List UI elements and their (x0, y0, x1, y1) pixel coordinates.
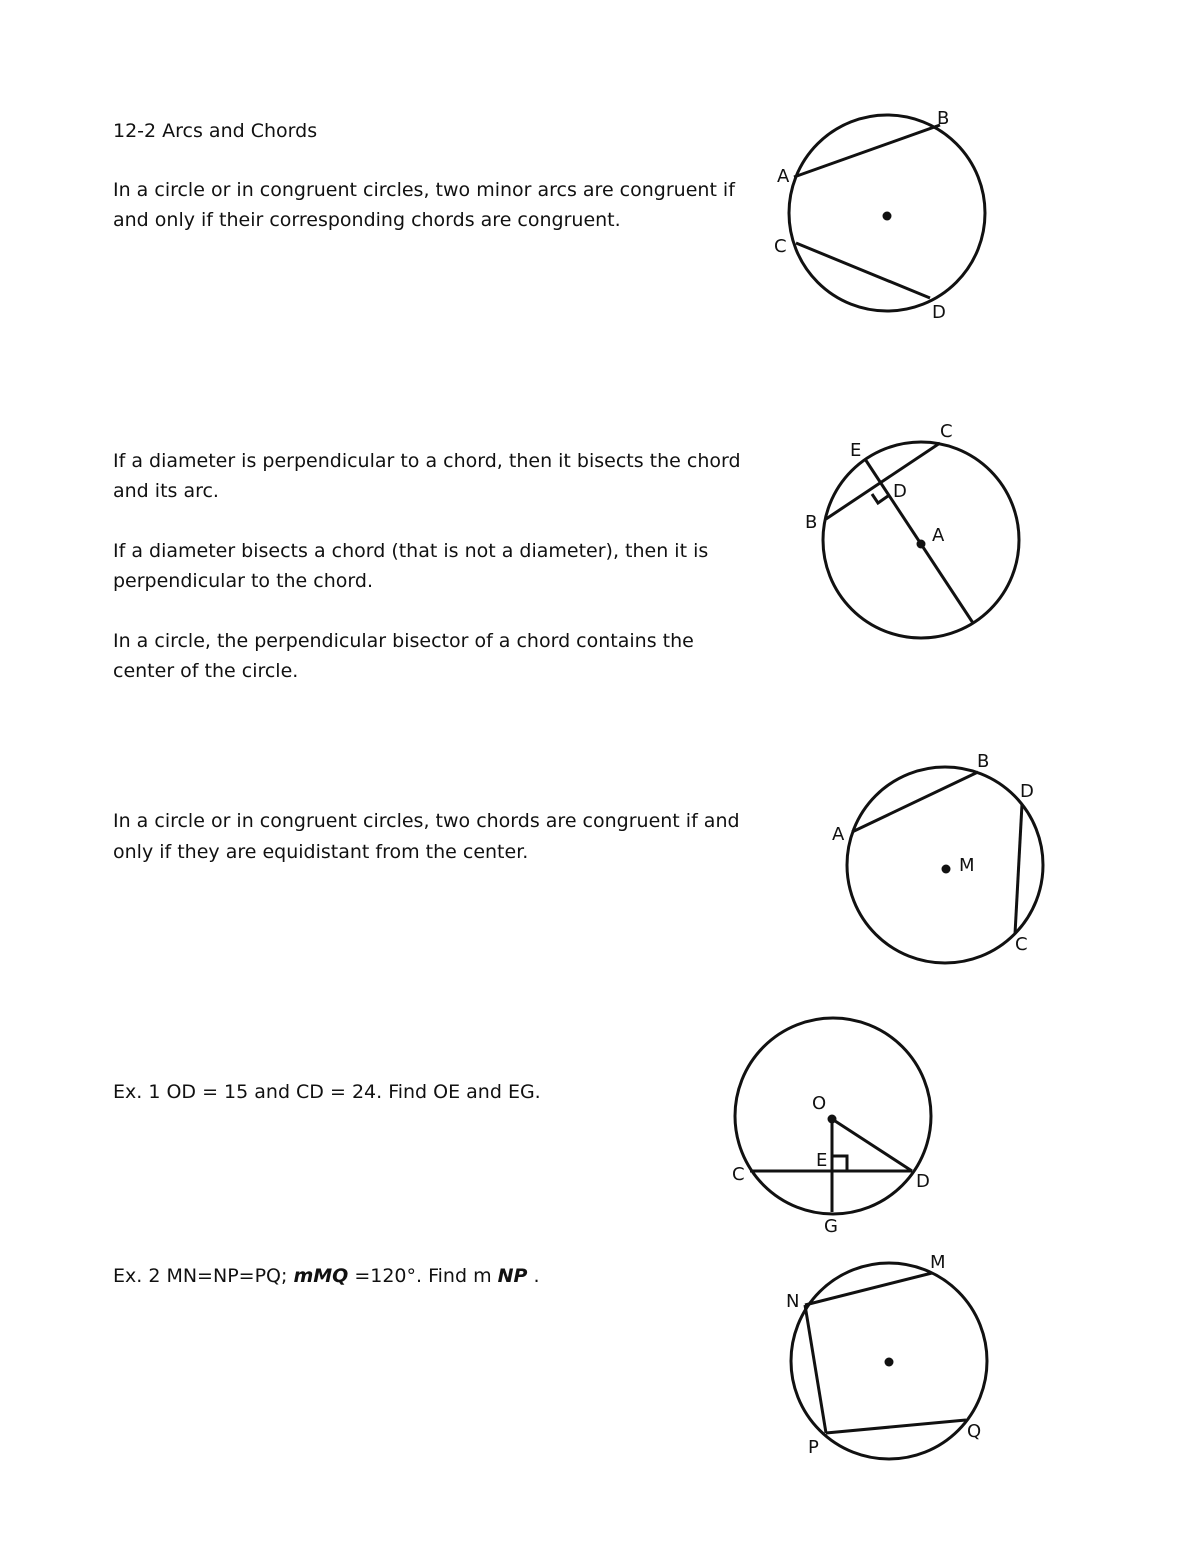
page-title: 12-2 Arcs and Chords (113, 120, 318, 142)
center-point (883, 212, 892, 221)
segment-od (832, 1119, 912, 1171)
label-q: Q (967, 1421, 982, 1442)
label-o: O (812, 1093, 827, 1114)
label-d: D (932, 302, 946, 323)
right-angle-mark (832, 1156, 847, 1171)
label-n: N (786, 1291, 800, 1312)
chord-ab (794, 125, 940, 177)
label-p: P (808, 1437, 819, 1458)
label-c: C (940, 421, 953, 442)
center-point (917, 540, 926, 549)
example-2 (113, 1261, 540, 1291)
figure-diameter-perpendicular (800, 415, 1030, 655)
center-point-o (828, 1115, 837, 1124)
label-d: D (1020, 781, 1034, 802)
example-2-end: . (527, 1265, 540, 1287)
example-1: Ex. 1 OD = 15 and CD = 24. Find OE and EG. (113, 1081, 541, 1103)
center-point (942, 865, 951, 874)
label-c: C (1015, 934, 1028, 955)
chord-cd (796, 243, 930, 298)
theorem-arcs-chords: In a circle or in congruent circles, two minor arcs are congruent if and only if their corresponding chords are congruent. (113, 179, 735, 231)
label-b: B (805, 512, 818, 533)
label-c: C (732, 1164, 745, 1185)
label-e: E (850, 440, 862, 461)
label-m: M (959, 855, 975, 876)
figure-congruent-arcs (760, 100, 1010, 330)
example-2-given: Ex. 2 MN=NP=PQ; (113, 1265, 294, 1287)
label-e: E (816, 1150, 828, 1171)
center-point (885, 1358, 894, 1367)
label-d: D (916, 1171, 930, 1192)
chord-dc (1015, 804, 1022, 934)
label-d: D (893, 481, 907, 502)
label-m: M (930, 1252, 946, 1273)
theorem-equidistant-chords: In a circle or in congruent circles, two chords are congruent if and only if they are equidistant from the center. (113, 810, 740, 863)
theorem-diameter-perpendicular: If a diameter is perpendicular to a chord, then it bisects the chord and its arc. (113, 450, 741, 502)
label-b: B (977, 751, 990, 772)
figure-example-2 (770, 1240, 1010, 1470)
figure-example-1 (720, 1005, 950, 1245)
example-2-middle: =120°. Find m (348, 1265, 498, 1287)
label-a: A (777, 166, 790, 187)
label-c: C (774, 236, 787, 257)
label-a: A (832, 824, 845, 845)
label-a: A (932, 525, 945, 546)
theorem-diameter-bisects: If a diameter bisects a chord (that is not a diameter), then it is perpendicular to the chord. (113, 540, 709, 592)
right-angle-mark (872, 494, 888, 503)
chord-pq (826, 1420, 966, 1433)
label-g: G (824, 1216, 838, 1237)
label-b: B (937, 108, 950, 129)
example-2-arc-mq: mMQ (293, 1265, 349, 1287)
figure-equidistant-chords (820, 745, 1060, 975)
example-2-arc-np: NP (497, 1265, 528, 1287)
theorem-perpendicular-bisector: In a circle, the perpendicular bisector of a chord contains the center of the circle. (113, 630, 694, 682)
